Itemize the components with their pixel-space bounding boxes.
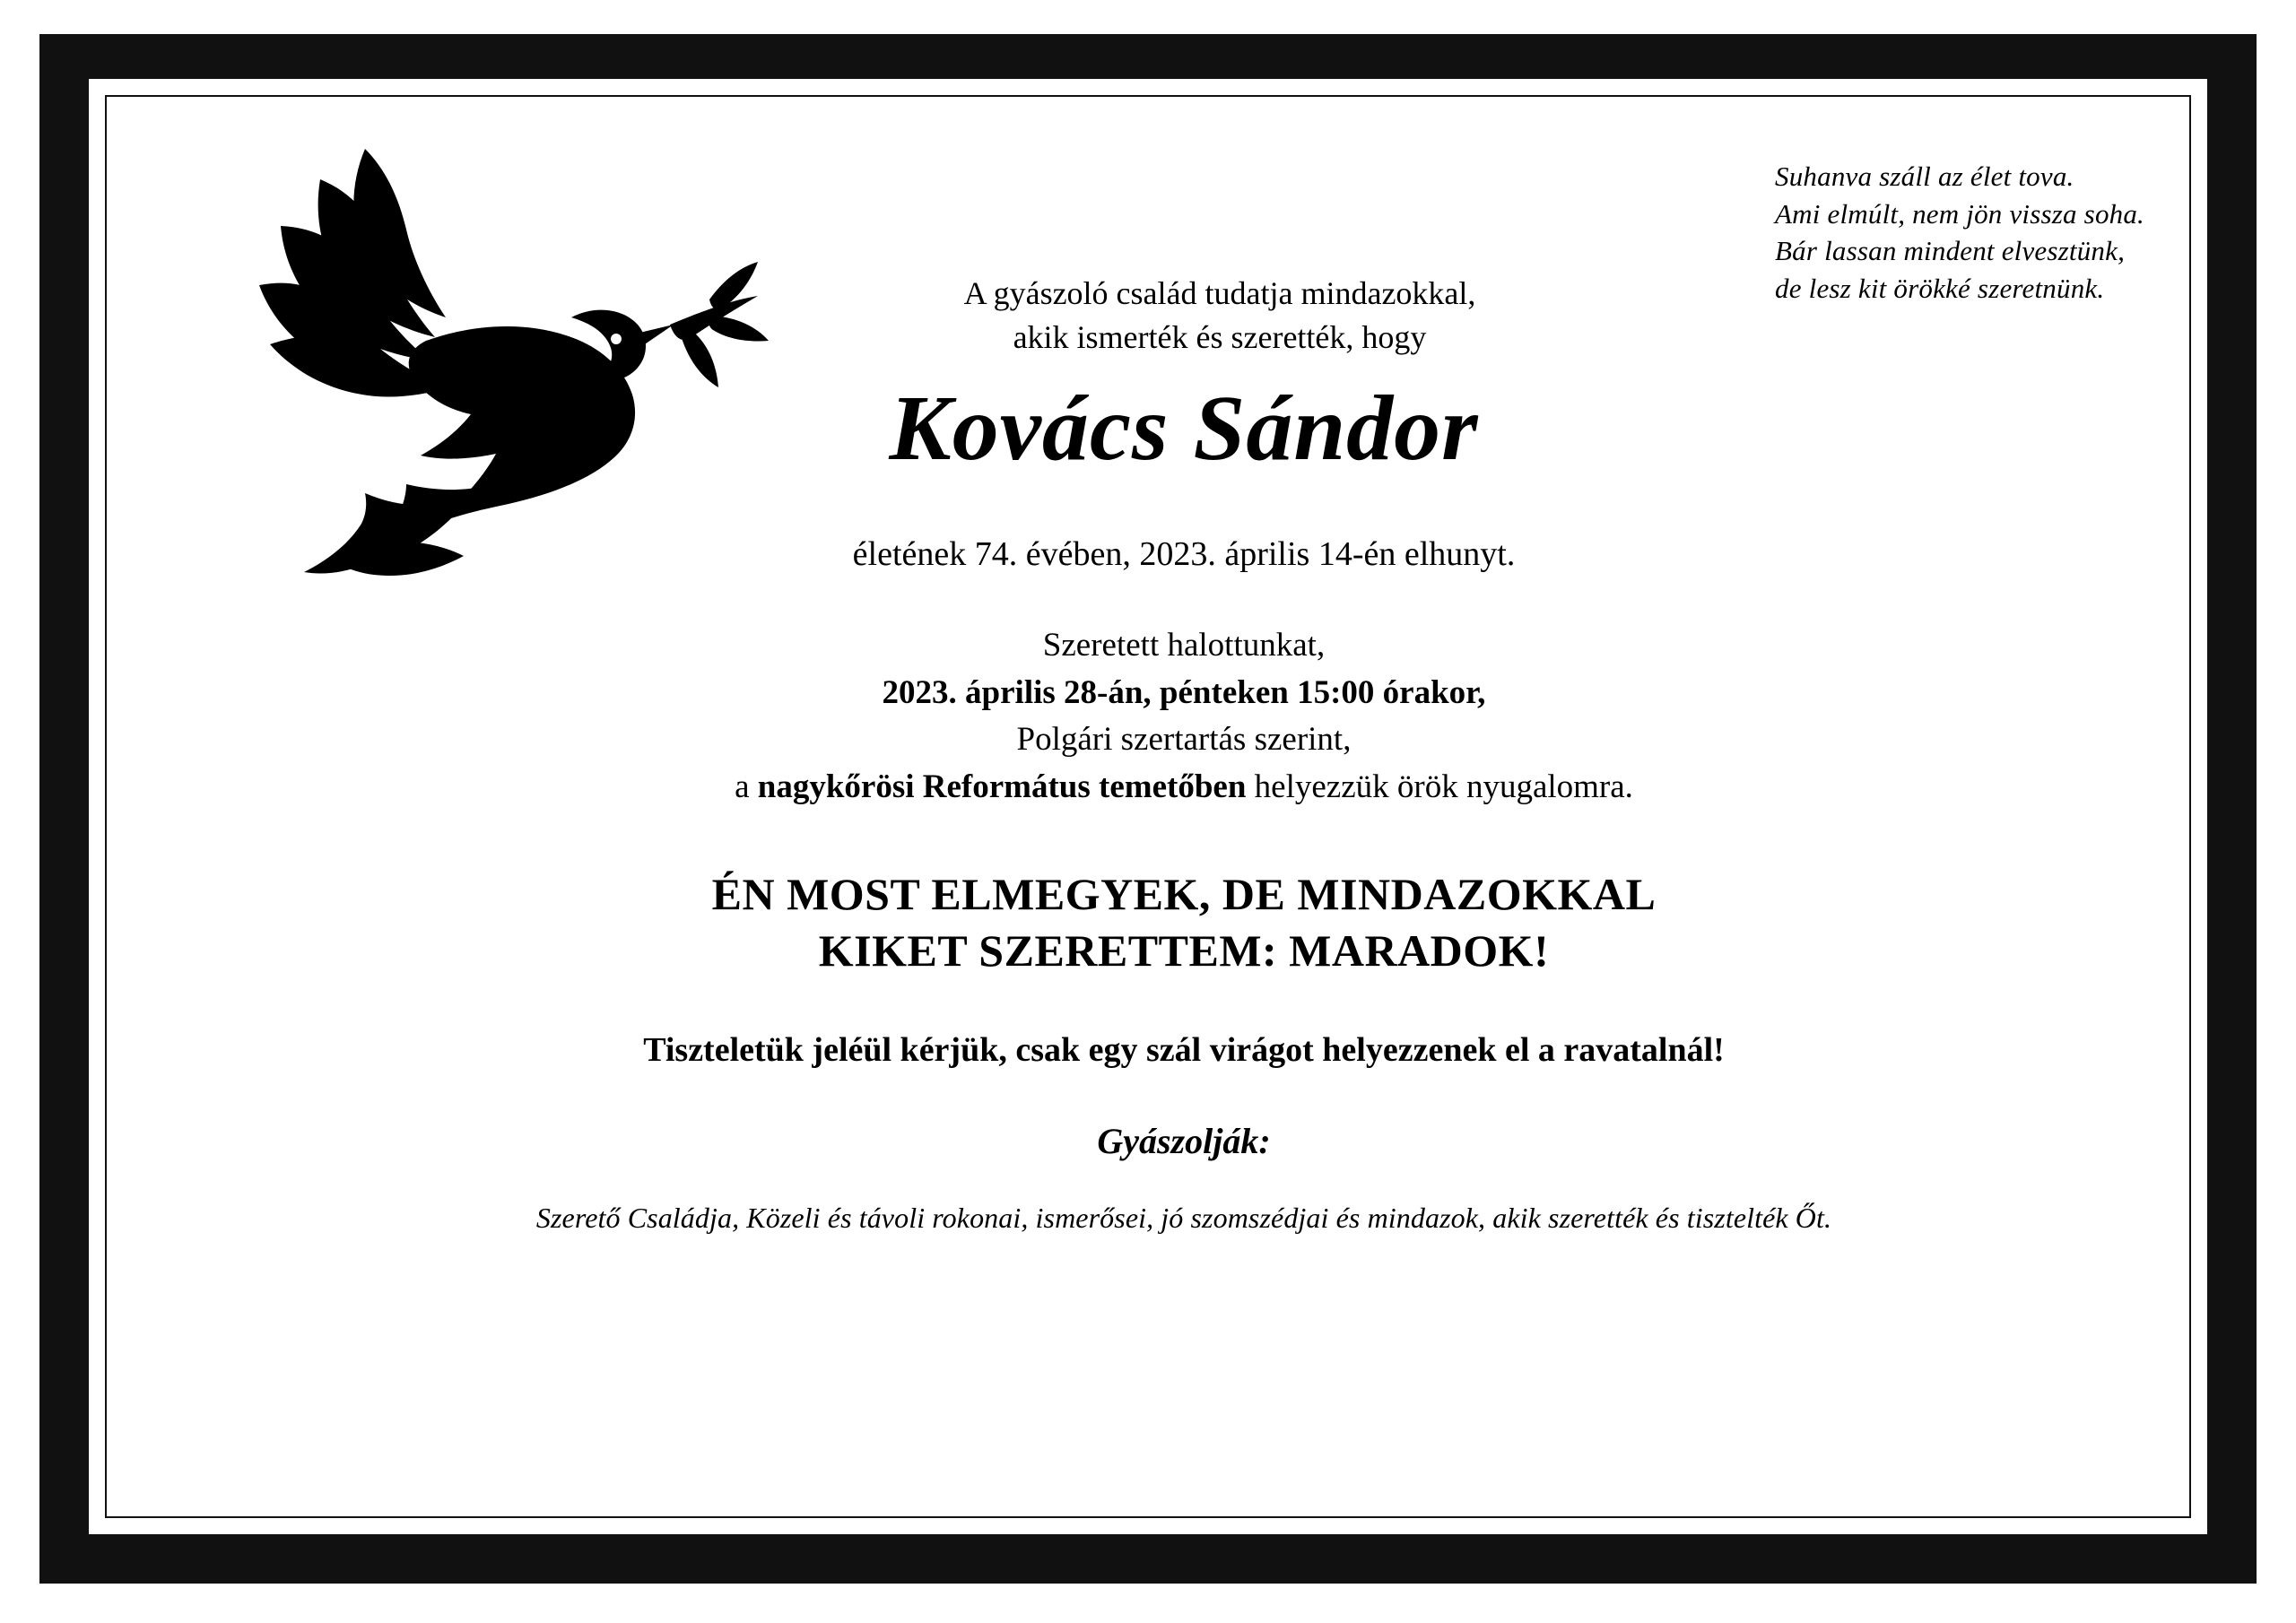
flower-request: Tiszteletük jeléül kérjük, csak egy szál virágot helyezzenek el a ravatalnál! [643, 1031, 1725, 1070]
intro-line-2: akik ismerték és szerették, hogy [1013, 318, 1427, 355]
death-line: életének 74. évében, 2023. április 14-én elhunyt. [852, 535, 1516, 573]
motto-line-2: KIKET SZERETTEM: MARADOK! [818, 924, 1550, 976]
funeral-cemetery: nagykőrösi Református temetőben [757, 768, 1247, 805]
verse-line-3: Bár lassan mindent elvesztünk, [1775, 235, 2126, 267]
funeral-location-line [205, 764, 2162, 812]
intro-line-1: A gyászoló család tudatja mindazokkal, [963, 275, 1476, 311]
funeral-ceremony-type: Polgári szertartás szerint, [1016, 721, 1352, 759]
motto-block [205, 866, 2162, 978]
mourning-border [39, 34, 2257, 1584]
verse-line-1: Suhanva száll az élet tova. [1775, 161, 2074, 192]
dove-icon [214, 133, 770, 599]
funeral-location-prefix: a [735, 768, 758, 805]
funeral-datetime: 2023. április 28-án, pénteken 15:00 órakor, [882, 673, 1486, 711]
notice-body [205, 534, 2162, 1235]
deceased-name: Kovács Sándor [889, 377, 1479, 480]
verse-line-2: Ami elmúlt, nem jön vissza soha. [1775, 197, 2144, 230]
notice-card [105, 95, 2191, 1518]
intro-text [726, 272, 1713, 359]
mourners-title: Gyászolják: [1097, 1121, 1271, 1162]
notice-card-outer-rule [86, 76, 2210, 1537]
motto-line-1: ÉN MOST ELMEGYEK, DE MINDAZOKKAL [711, 869, 1657, 920]
verse-line-4: de lesz kit örökké szeretnünk. [1775, 272, 2105, 304]
funeral-line-1: Szeretett halottunkat, [1042, 627, 1326, 664]
funeral-details [205, 622, 2162, 811]
mourners-list: Szerető Családja, Közeli és távoli rokonai, ismerősei, jó szomszédjai és mindazok, akik szerették és tisztelték Őt. [535, 1202, 1832, 1235]
notice-header-area [134, 106, 2162, 429]
funeral-location-suffix: helyezzük örök nyugalomra. [1246, 768, 1633, 805]
verse-block [1775, 158, 2144, 307]
